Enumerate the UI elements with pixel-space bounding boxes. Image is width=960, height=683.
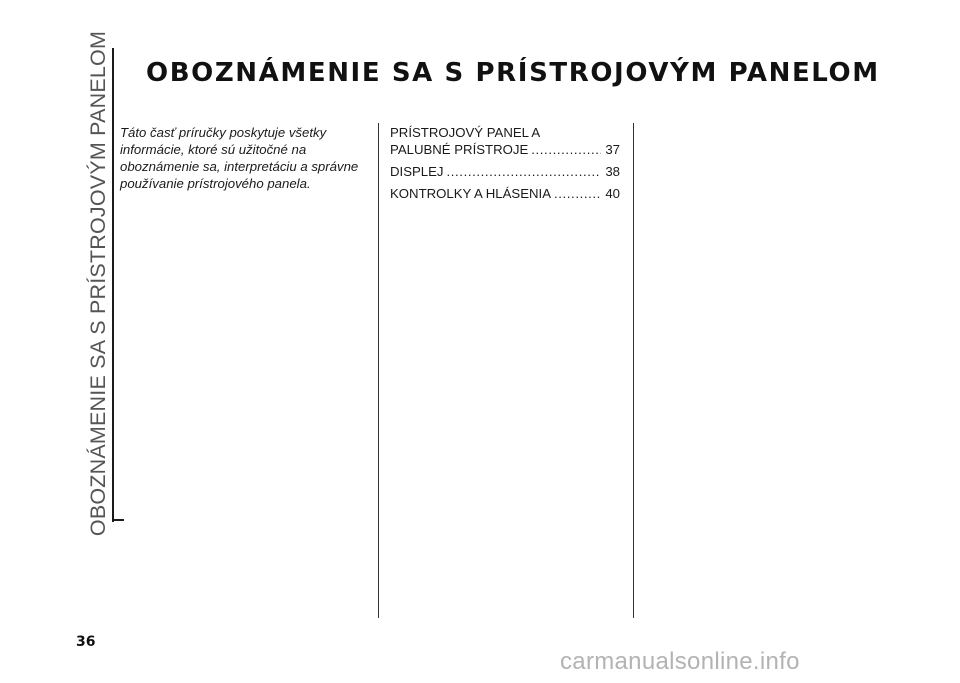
toc-leader-dots [531,141,601,158]
toc-leader-dots [554,185,601,202]
toc-item-page: 40 [605,186,620,201]
side-tab-label: OBOZNÁMENIE SA S PRÍSTROJOVÝM PANELOM [86,30,111,537]
side-tab [82,30,116,537]
watermark: carmanualsonline.info [560,648,800,675]
column-divider [633,123,634,618]
toc-item[interactable] [390,124,620,158]
toc-leader-dots [447,163,602,180]
toc-item-label: PALUBNÉ PRÍSTROJE [390,142,529,157]
toc-item-label: DISPLEJ [390,164,444,179]
toc-item-page: 38 [605,164,620,179]
toc-item-page: 37 [605,142,620,157]
toc-item-label: KONTROLKY A HLÁSENIA [390,186,551,201]
toc-item-label-line1: PRÍSTROJOVÝ PANEL A [390,125,541,140]
intro-paragraph: Táto časť príručky poskytuje všetky informácie, ktoré sú užitočné na oboznámenie sa, interpretáciu a správne používanie prístrojového panela. [120,125,359,191]
table-of-contents [390,124,620,207]
side-rule-foot [112,519,124,521]
page-title: OBOZNÁMENIE SA S PRÍSTROJOVÝM PANELOM [146,58,880,88]
toc-item[interactable] [390,163,620,180]
side-rule [112,48,114,522]
column-divider [378,123,379,618]
toc-item[interactable] [390,185,620,202]
page-number: 36 [76,634,96,650]
